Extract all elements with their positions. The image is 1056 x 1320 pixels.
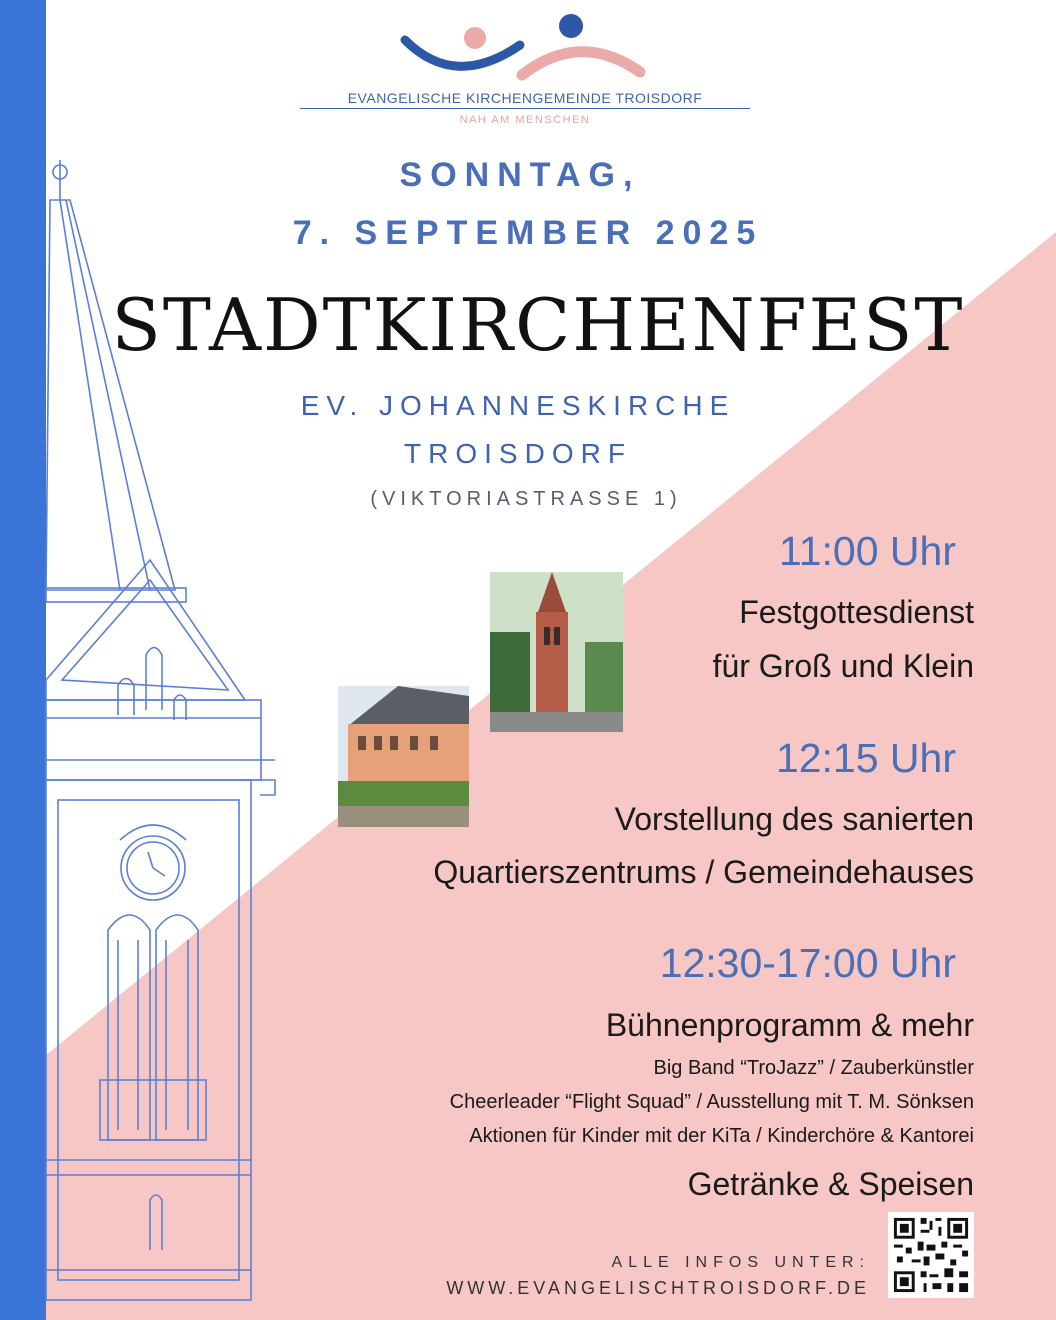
church-photo: [490, 572, 623, 732]
info-url[interactable]: WWW.EVANGELISCHTROISDORF.DE: [446, 1278, 870, 1298]
date-full: 7. SEPTEMBER 2025: [292, 214, 764, 252]
time-1: 11:00 Uhr: [778, 528, 956, 574]
qr-code-icon[interactable]: [888, 1212, 974, 1298]
program-2-line-1: Vorstellung des sanierten: [614, 801, 974, 837]
program-3-line-1: Bühnenprogramm & mehr: [605, 1007, 974, 1043]
date-weekday: SONNTAG,: [399, 156, 641, 194]
food-drinks: Getränke & Speisen: [687, 1166, 974, 1202]
location-address: (VIKTORIASTRASSE 1): [370, 488, 682, 510]
program-3-detail-3: Aktionen für Kinder mit der KiTa / Kinderchöre & Kantorei: [469, 1125, 974, 1147]
time-2: 12:15 Uhr: [775, 735, 956, 781]
org-name: EVANGELISCHE KIRCHENGEMEINDE TROISDORF: [300, 90, 750, 109]
event-title: STADTKIRCHENFEST: [111, 283, 965, 367]
program-3-detail-1: Big Band “TroJazz” / Zauberkünstler: [653, 1057, 974, 1079]
location-church: EV. JOHANNESKIRCHE: [300, 390, 736, 421]
org-tagline: NAH AM MENSCHEN: [459, 114, 591, 126]
program-2-line-2: Quartierszentrums / Gemeindehauses: [433, 854, 974, 890]
program-1-line-2: für Groß und Klein: [712, 648, 974, 684]
blue-left-bar: [0, 0, 46, 1320]
time-3: 12:30-17:00 Uhr: [659, 940, 956, 986]
program-1-line-1: Festgottesdienst: [739, 594, 974, 630]
info-label: ALLE INFOS UNTER:: [611, 1254, 870, 1271]
location-city: TROISDORF: [404, 438, 632, 469]
program-3-detail-2: Cheerleader “Flight Squad” / Ausstellung mit T. M. Sönksen: [449, 1091, 974, 1113]
community-center-photo: [338, 686, 469, 827]
